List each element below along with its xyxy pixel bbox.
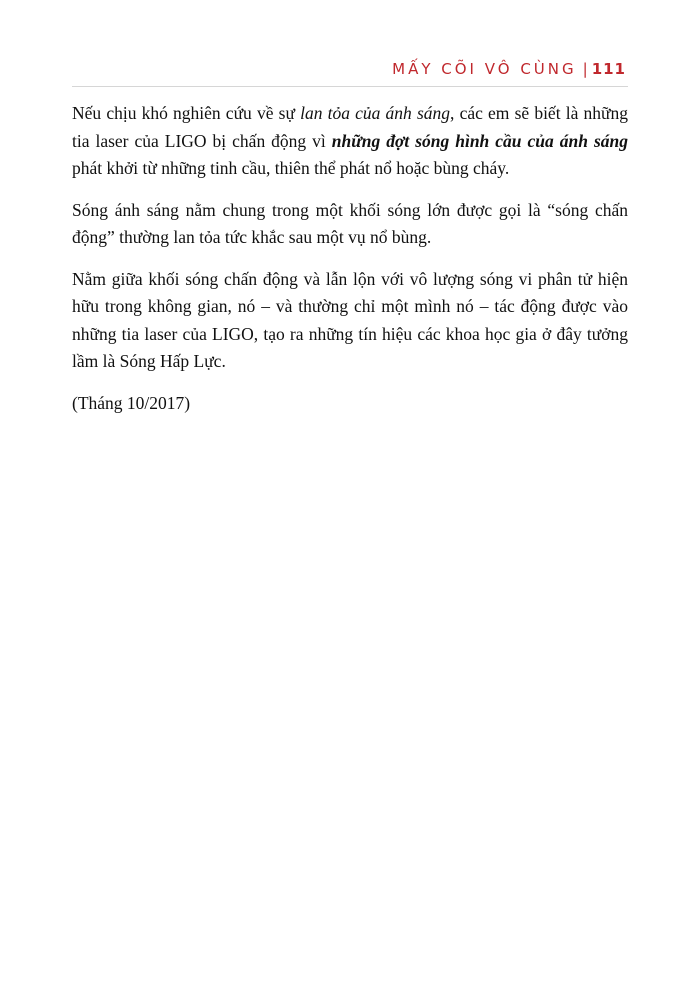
header-divider: [72, 86, 628, 87]
paragraph-3: Nằm giữa khối sóng chấn động và lẫn lộn với vô lượng sóng vi phân tử hiện hữu trong không gian, nó – và thường chỉ một mình nó – tác động được vào những tia laser của LIGO, tạo ra những tín hiệu các khoa học gia ở đây tưởng lầm là Sóng Hấp Lực.: [72, 268, 628, 371]
paragraph-1-text-b: , các em sẽ biết là những tia laser của LIGO bị chấn động vì: [72, 103, 628, 151]
book-title: MẤY CÕI VÔ CÙNG: [392, 60, 577, 78]
page-number: 111: [591, 60, 626, 78]
paragraph-1-bold-italic-phrase: những đợt sóng hình cầu của ánh sáng: [331, 130, 628, 151]
header-separator: |: [582, 60, 588, 78]
paragraph-1-italic-phrase: lan tỏa của ánh sáng: [300, 103, 451, 123]
date-note: (Tháng 10/2017): [72, 392, 191, 413]
running-header: [392, 60, 626, 78]
paragraph-2: Sóng ánh sáng nằm chung trong một khối sóng lớn được gọi là “sóng chấn động” thường lan tỏa tức khắc sau một vụ nổ bùng.: [72, 199, 628, 247]
paragraph-1: [72, 100, 628, 183]
paragraph-1-text-c: phát khởi từ những tinh cầu, thiên thể phát nổ hoặc bùng cháy.: [72, 158, 510, 178]
body-text: [72, 100, 628, 417]
paragraph-1-text-a: Nếu chịu khó nghiên cứu về sự: [72, 103, 301, 123]
